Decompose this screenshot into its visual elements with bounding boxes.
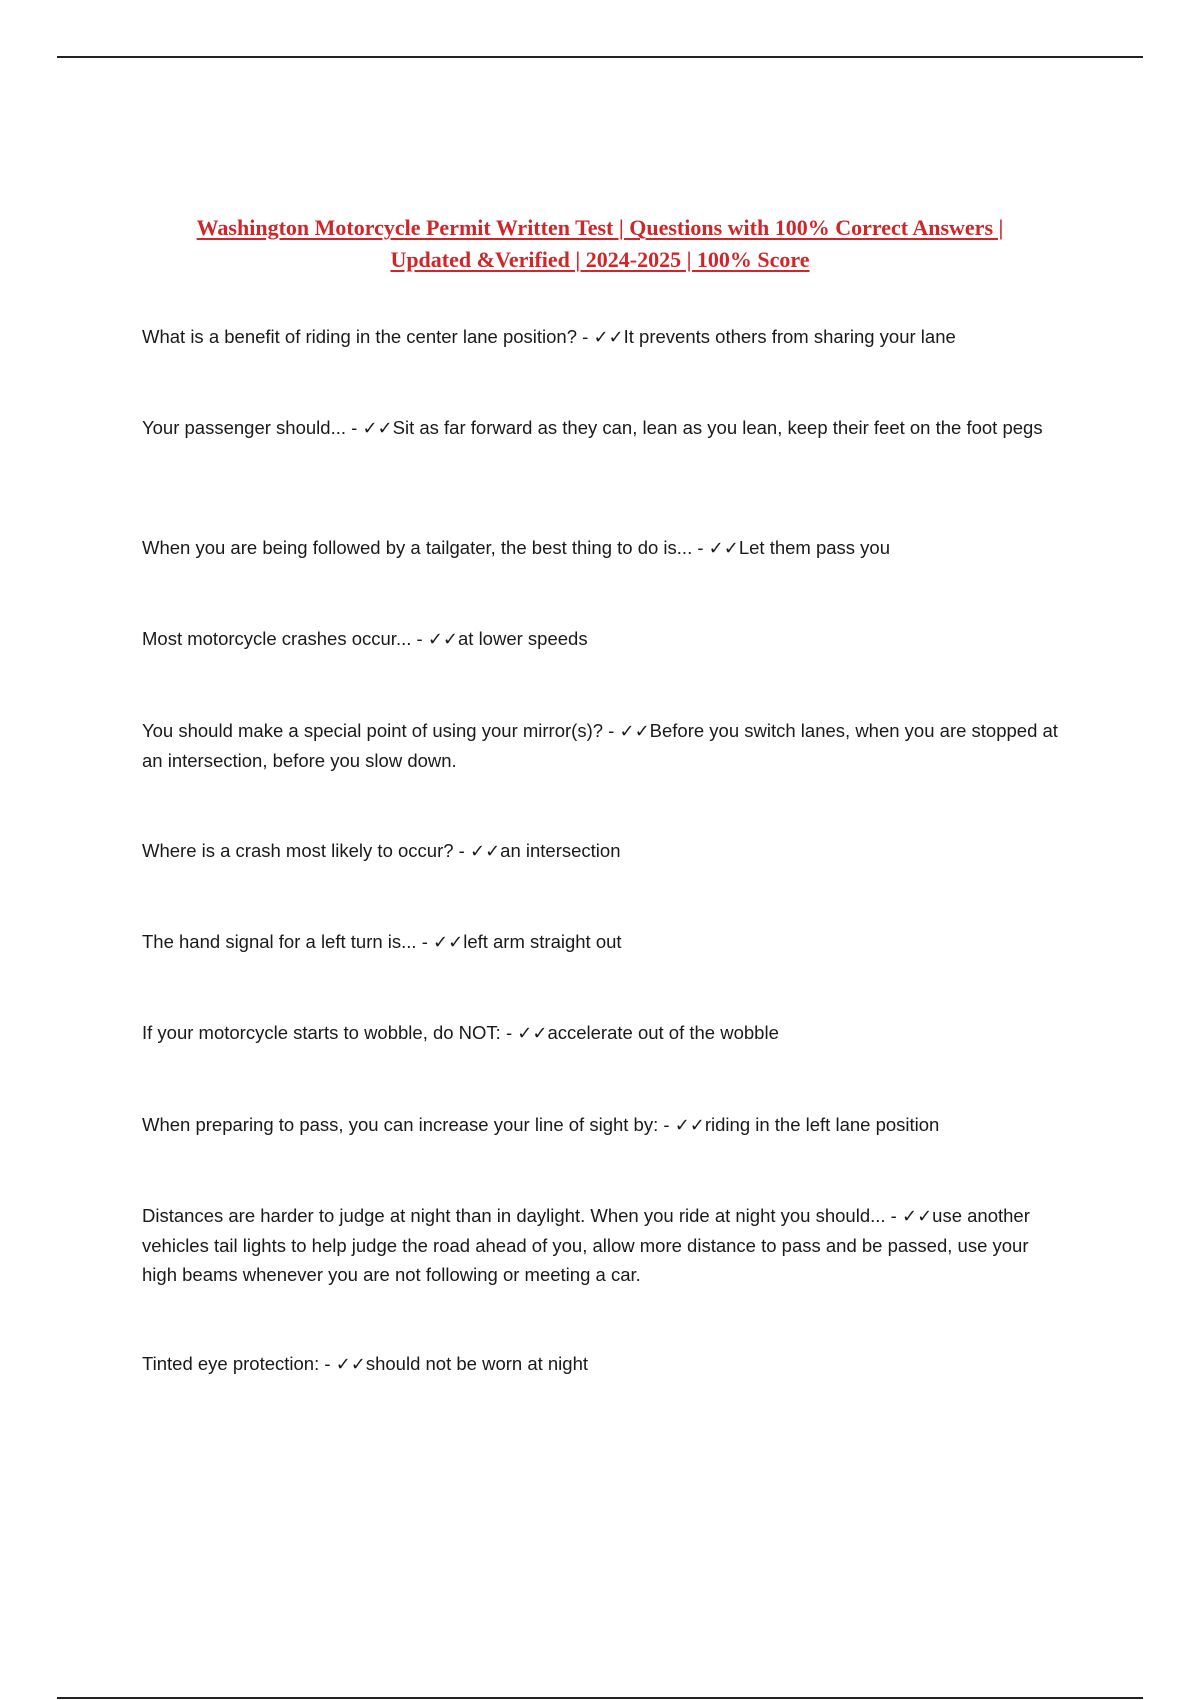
check-icon: ✓✓ bbox=[427, 629, 458, 650]
check-icon: ✓✓ bbox=[362, 418, 393, 439]
separator: - bbox=[577, 326, 594, 347]
separator: - bbox=[500, 1022, 518, 1043]
qa-item-3 bbox=[142, 533, 1062, 563]
qa-item-10 bbox=[142, 1201, 1062, 1289]
qa-item-6 bbox=[142, 836, 1062, 866]
top-rule bbox=[57, 56, 1143, 58]
separator: - bbox=[453, 840, 470, 861]
answer-text: Sit as far forward as they can, lean as you lean, keep their feet on the foot pegs bbox=[392, 417, 1043, 438]
answer-text: left arm straight out bbox=[463, 931, 622, 952]
check-icon: ✓✓ bbox=[674, 1115, 705, 1136]
qa-item-2 bbox=[142, 413, 1062, 443]
bottom-rule bbox=[57, 1697, 1143, 1699]
question-text: Most motorcycle crashes occur... bbox=[142, 628, 412, 649]
separator: - bbox=[319, 1353, 336, 1374]
check-icon: ✓✓ bbox=[517, 1023, 548, 1044]
separator: - bbox=[885, 1205, 902, 1226]
separator: - bbox=[346, 417, 363, 438]
question-text: When you are being followed by a tailgater, the best thing to do is... bbox=[142, 537, 693, 558]
question-text: The hand signal for a left turn is... bbox=[142, 931, 417, 952]
question-text: What is a benefit of riding in the center lane position? bbox=[142, 326, 578, 347]
answer-text: It prevents others from sharing your lane bbox=[623, 326, 956, 347]
question-text: Your passenger should... bbox=[142, 417, 346, 438]
document-title bbox=[120, 212, 1080, 276]
check-icon: ✓✓ bbox=[708, 538, 739, 559]
answer-text: an intersection bbox=[500, 840, 621, 861]
answer-text: Let them pass you bbox=[738, 537, 891, 558]
qa-item-5 bbox=[142, 716, 1062, 775]
question-text: Tinted eye protection: bbox=[142, 1353, 320, 1374]
qa-item-4 bbox=[142, 624, 1062, 654]
separator: - bbox=[658, 1114, 675, 1135]
answer-text: at lower speeds bbox=[458, 628, 588, 649]
qa-item-11 bbox=[142, 1349, 1062, 1379]
title-line-1: Washington Motorcycle Permit Written Test | Questions with 100% Correct Answers | bbox=[196, 215, 1004, 240]
title-line-2: Updated &Verified | 2024-2025 | 100% Score bbox=[390, 247, 810, 272]
separator: - bbox=[411, 628, 428, 649]
answer-text: Before you switch lanes, when you are stopped at an intersection, before you slow down. bbox=[142, 720, 1058, 771]
answer-text: accelerate out of the wobble bbox=[547, 1022, 779, 1043]
separator: - bbox=[692, 537, 709, 558]
check-icon: ✓✓ bbox=[433, 932, 464, 953]
question-text: When preparing to pass, you can increase your line of sight by: bbox=[142, 1114, 659, 1135]
check-icon: ✓✓ bbox=[593, 327, 624, 348]
answer-text: riding in the left lane position bbox=[704, 1114, 940, 1135]
question-text: Distances are harder to judge at night than in daylight. When you ride at night you should... bbox=[142, 1205, 886, 1226]
question-text: Where is a crash most likely to occur? bbox=[142, 840, 454, 861]
question-text: If your motorcycle starts to wobble, do NOT: bbox=[142, 1022, 501, 1043]
separator: - bbox=[603, 720, 620, 741]
question-text: You should make a special point of using your mirror(s)? bbox=[142, 720, 604, 741]
answer-text: should not be worn at night bbox=[365, 1353, 589, 1374]
qa-item-1 bbox=[142, 322, 1062, 352]
qa-item-8 bbox=[142, 1018, 1062, 1048]
qa-item-9 bbox=[142, 1110, 1062, 1140]
check-icon: ✓✓ bbox=[335, 1354, 366, 1375]
qa-item-7 bbox=[142, 927, 1062, 957]
check-icon: ✓✓ bbox=[902, 1206, 933, 1227]
check-icon: ✓✓ bbox=[469, 841, 501, 862]
check-icon: ✓✓ bbox=[619, 721, 650, 742]
separator: - bbox=[416, 931, 434, 952]
answer-text: use another vehicles tail lights to help judge the road ahead of you, allow more distance to pass and be passed, use your high beams whenever you are not following or meeting a car. bbox=[142, 1205, 1030, 1285]
